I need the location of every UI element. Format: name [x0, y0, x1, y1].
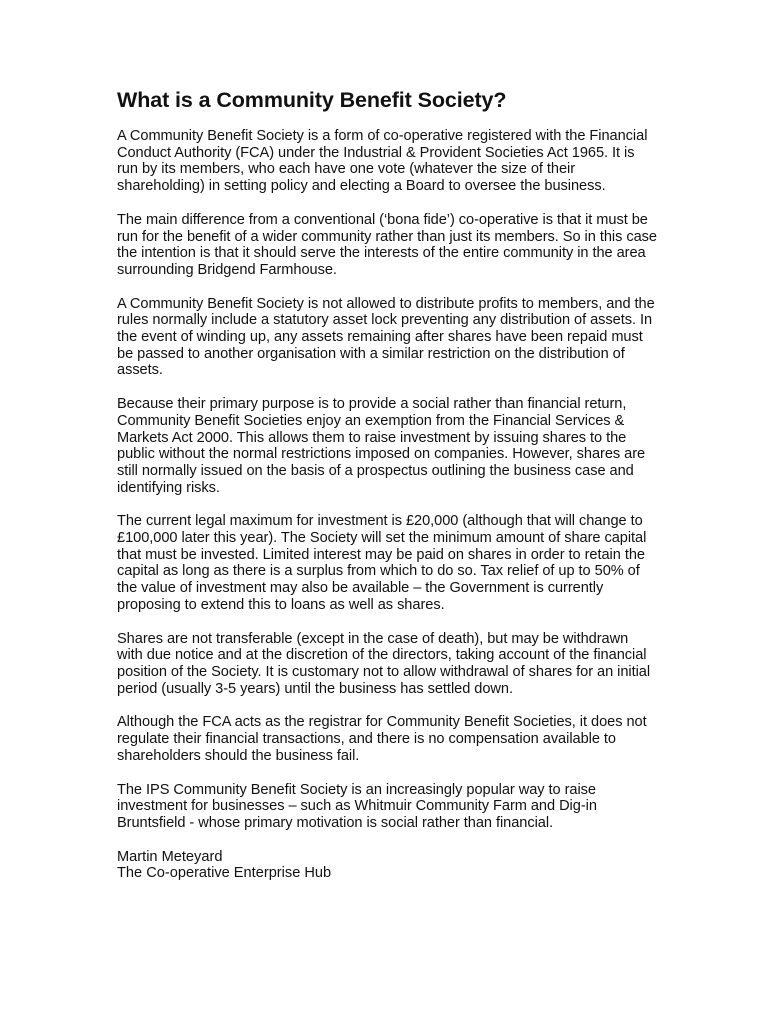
- paragraph-difference: The main difference from a conventional (‘bona fide’) co-operative is that it must be run for the benefit of a wider community rather than just its members. So in this case the intention is that it should serve the interests of the entire community in the area surrounding Bridgend Farmhouse.: [117, 211, 657, 278]
- document-title: What is a Community Benefit Society?: [117, 88, 507, 112]
- signature-block: [117, 849, 657, 882]
- paragraph-regulation: Although the FCA acts as the registrar for Community Benefit Societies, it does not regulate their financial transactions, and there is no compensation available to shareholders should the business fail.: [117, 714, 647, 764]
- paragraph-intro: A Community Benefit Society is a form of co-operative registered with the Financial Conduct Authority (FCA) under the Industrial & Provident Societies Act 1965. It is run by its members, who each have one vote (whatever the size of their shareholding) in setting policy and electing a Board to oversee the business.: [117, 128, 648, 195]
- paragraph-share-transfer: Shares are not transferable (except in the case of death), but may be withdrawn with due notice and at the discretion of the directors, taking account of the financial position of the Society. It is customary not to allow withdrawal of shares for an initial period (usually 3-5 years) until the business has settled down.: [117, 630, 651, 697]
- document-page: [117, 88, 657, 882]
- paragraph-popularity: The IPS Community Benefit Society is an increasingly popular way to raise investment for businesses – such as Whitmuir Community Farm and Dig-in Bruntsfield - whose primary motivation is social rather than financial.: [117, 781, 597, 831]
- author-organisation: The Co-operative Enterprise Hub: [117, 865, 332, 882]
- paragraph-investment-limit: The current legal maximum for investment is £20,000 (although that will change to £100,000 later this year). The Society will set the minimum amount of share capital that must be invested. Limited interest may be paid on shares in order to retain the capital as long as there is a surplus from which to do so. Tax relief of up to 50% of the value of investment may also be available – the Government is currently proposing to extend this to loans as well as shares.: [117, 513, 647, 613]
- author-name: Martin Meteyard: [117, 848, 223, 865]
- paragraph-asset-lock: A Community Benefit Society is not allowed to distribute profits to members, and the rules normally include a statutory asset lock preventing any distribution of assets. In the event of winding up, any assets remaining after shares have been repaid must be passed to another organisation with a similar restriction on the distribution of assets.: [117, 295, 655, 379]
- paragraph-exemption: Because their primary purpose is to provide a social rather than financial return, Community Benefit Societies enjoy an exemption from the Financial Services & Markets Act 2000. This allows them to raise investment by issuing shares to the public without the normal restrictions imposed on companies. However, shares are still normally issued on the basis of a prospectus outlining the business case and identifying risks.: [117, 396, 646, 496]
